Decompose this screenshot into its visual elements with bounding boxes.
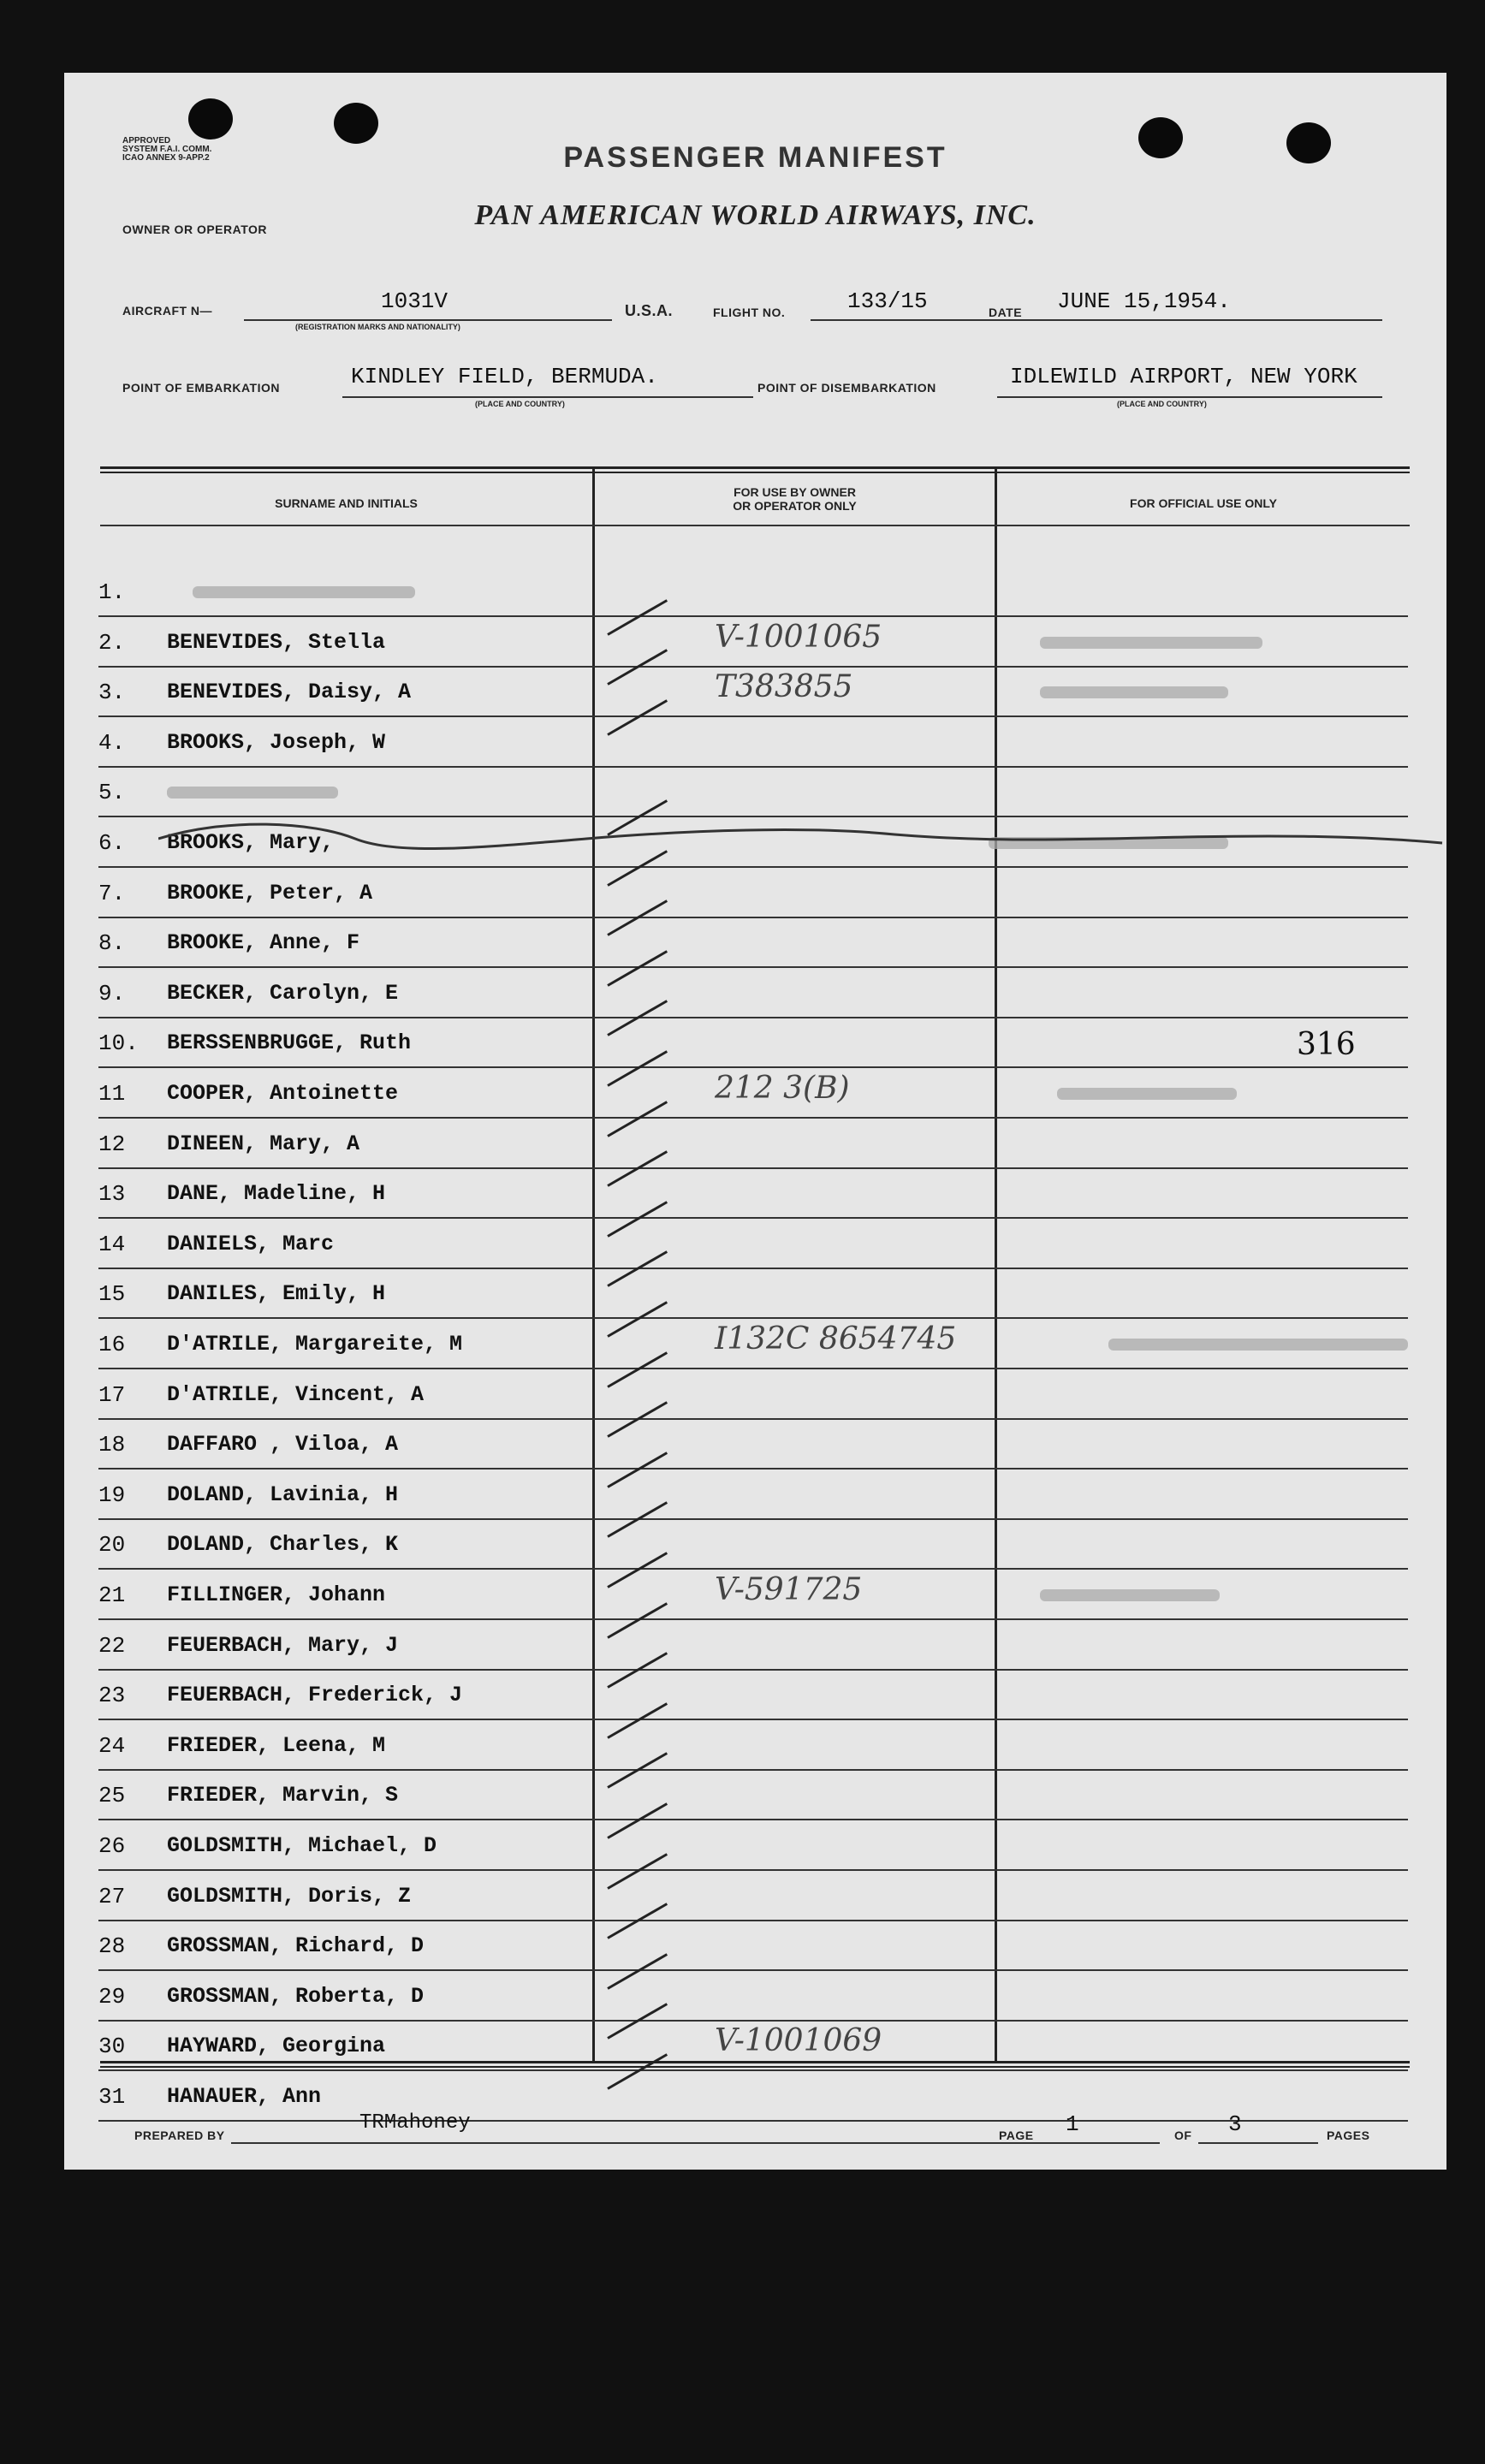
strike-scribble	[158, 813, 1485, 864]
table-row	[98, 1671, 1408, 1720]
table-row	[98, 668, 1408, 717]
table-row	[98, 1872, 1408, 1921]
disembark-underline	[997, 396, 1382, 398]
passenger-name: BENEVIDES, Daisy, A	[167, 680, 412, 705]
disembark-sublabel: (PLACE AND COUNTRY)	[1117, 400, 1207, 408]
table-row	[98, 918, 1408, 968]
column-header-official: FOR OFFICIAL USE ONLY	[1130, 496, 1277, 510]
passenger-name: DANE, Madeline, H	[167, 1181, 386, 1207]
passenger-name: FILLINGER, Johann	[167, 1582, 386, 1607]
flight-value: 133/15	[847, 288, 928, 314]
row-number: 16	[98, 1332, 126, 1357]
column-header-surname: SURNAME AND INITIALS	[275, 496, 418, 510]
redaction-smudge	[1040, 1589, 1220, 1601]
row-number: 20	[98, 1532, 126, 1559]
row-number: 8.	[98, 930, 126, 957]
aircraft-value: 1031V	[381, 288, 448, 314]
row-number: 18	[98, 1432, 126, 1458]
row-number: 30	[98, 2034, 126, 2060]
passenger-name: BROOKS, Mary,	[167, 830, 335, 855]
table-row	[98, 1821, 1408, 1871]
row-number: 2.	[98, 629, 126, 656]
row-number: 17	[98, 1381, 126, 1408]
owner-notation: 212 3(B)	[715, 1071, 850, 1106]
table-row	[98, 1370, 1408, 1420]
passenger-name: D'ATRILE, Vincent, A	[167, 1381, 425, 1407]
row-number: 3.	[98, 680, 126, 706]
table-row	[98, 1320, 1408, 1369]
passenger-name: COOPER, Antoinette	[167, 1081, 399, 1106]
date-label: DATE	[989, 306, 1023, 319]
page-title: PASSENGER MANIFEST	[563, 141, 947, 174]
date-value: JUNE 15,1954.	[1057, 288, 1231, 314]
passenger-name: GROSSMAN, Richard, D	[167, 1933, 425, 1959]
row-number: 15	[98, 1281, 126, 1308]
punch-hole	[188, 98, 233, 140]
table-bottom-rule	[100, 2061, 1410, 2063]
redaction-smudge	[1040, 637, 1262, 649]
embark-value: KINDLEY FIELD, BERMUDA.	[351, 364, 658, 389]
page-value: 1	[1066, 2111, 1079, 2137]
company-name: PAN AMERICAN WORLD AIRWAYS, INC.	[474, 199, 1037, 231]
owner-notation: V-1001069	[715, 2023, 882, 2059]
passenger-name: DINEEN, Mary, A	[167, 1131, 360, 1156]
passenger-name: FEUERBACH, Mary, J	[167, 1632, 399, 1658]
passenger-name: HAYWARD, Georgina	[167, 2034, 386, 2059]
owner-notation: V-591725	[715, 1572, 863, 1607]
row-number: 28	[98, 1933, 126, 1960]
row-number: 12	[98, 1131, 126, 1157]
passenger-name: FRIEDER, Leena, M	[167, 1732, 386, 1758]
table-row	[98, 1570, 1408, 1620]
table-row	[98, 2022, 1408, 2071]
passenger-name: FEUERBACH, Frederick, J	[167, 1683, 463, 1708]
usa-label: U.S.A.	[625, 302, 674, 319]
owner-notation: I132C 8654745	[715, 1321, 957, 1357]
header-rule	[100, 525, 1410, 526]
passenger-name: GOLDSMITH, Doris, Z	[167, 1883, 412, 1909]
row-number: 19	[98, 1481, 126, 1508]
redaction-smudge	[1057, 1088, 1237, 1100]
row-number: 4.	[98, 729, 126, 756]
table-row	[98, 1018, 1408, 1068]
embark-underline	[342, 396, 753, 398]
row-number: 31	[98, 2084, 126, 2110]
table-row	[98, 1972, 1408, 2022]
prepared-label: PREPARED BY	[134, 2129, 225, 2142]
table-row	[98, 869, 1408, 918]
table-row	[98, 969, 1408, 1018]
table-row	[98, 1169, 1408, 1219]
row-number: 6.	[98, 830, 126, 856]
table-row	[98, 1520, 1408, 1570]
row-number: 10.	[98, 1030, 139, 1057]
passenger-name: BROOKE, Anne, F	[167, 930, 360, 956]
table-bottom-rule-2	[100, 2066, 1410, 2068]
owner-label: OWNER OR OPERATOR	[122, 223, 267, 236]
row-number: 26	[98, 1833, 126, 1859]
disembark-value: IDLEWILD AIRPORT, NEW YORK	[1010, 364, 1357, 389]
row-number: 25	[98, 1783, 126, 1809]
row-number: 27	[98, 1883, 126, 1909]
passenger-name: BROOKS, Joseph, W	[167, 729, 386, 755]
of-underline	[1198, 2142, 1318, 2144]
table-row	[98, 1771, 1408, 1820]
punch-hole	[334, 103, 378, 144]
prepared-value: TRMahoney	[359, 2111, 471, 2134]
of-label: OF	[1174, 2129, 1192, 2142]
passenger-name: BENEVIDES, Stella	[167, 629, 386, 655]
aircraft-underline	[244, 319, 612, 321]
of-value: 3	[1228, 2111, 1242, 2137]
passenger-name: GOLDSMITH, Michael, D	[167, 1833, 437, 1858]
redaction-smudge	[193, 586, 415, 598]
official-notation: 316	[1297, 1027, 1356, 1063]
page-label: PAGE	[999, 2129, 1034, 2142]
row-number: 1.	[98, 579, 126, 605]
row-number: 22	[98, 1632, 126, 1659]
row-number: 7.	[98, 880, 126, 906]
passenger-name: BROOKE, Peter, A	[167, 880, 373, 905]
passenger-name: BECKER, Carolyn, E	[167, 980, 399, 1006]
redaction-smudge	[1108, 1339, 1408, 1351]
aircraft-sublabel: (REGISTRATION MARKS AND NATIONALITY)	[295, 323, 460, 331]
passenger-name: DANILES, Emily, H	[167, 1281, 386, 1307]
table-row	[98, 618, 1408, 668]
row-number: 23	[98, 1683, 126, 1709]
passenger-name: GROSSMAN, Roberta, D	[167, 1983, 425, 2009]
table-row	[98, 2072, 1408, 2122]
row-number: 5.	[98, 780, 126, 806]
disembark-label: POINT OF DISEMBARKATION	[757, 381, 936, 395]
row-number: 14	[98, 1231, 126, 1257]
table-row	[98, 1921, 1408, 1971]
page-underline	[1040, 2142, 1160, 2144]
owner-notation: T383855	[715, 669, 853, 705]
table-row	[98, 1470, 1408, 1520]
owner-notation: V-1001065	[715, 619, 882, 655]
passenger-name: FRIEDER, Marvin, S	[167, 1783, 399, 1808]
pages-label: PAGES	[1327, 2129, 1370, 2142]
flight-label: FLIGHT NO.	[713, 306, 786, 319]
table-row	[98, 1721, 1408, 1771]
row-rule	[98, 2120, 1408, 2122]
column-header-owner: FOR USE BY OWNER OR OPERATOR ONLY	[733, 485, 857, 513]
redaction-smudge	[167, 787, 338, 799]
flight-underline	[811, 319, 1046, 321]
row-number: 21	[98, 1582, 126, 1608]
date-underline	[1031, 319, 1382, 321]
row-number: 24	[98, 1732, 126, 1759]
redaction-smudge	[1040, 686, 1228, 698]
embark-sublabel: (PLACE AND COUNTRY)	[475, 400, 565, 408]
table-row	[98, 567, 1408, 617]
table-row	[98, 1621, 1408, 1671]
table-row	[98, 768, 1408, 817]
approval-text: APPROVED SYSTEM F.A.I. COMM. ICAO ANNEX 9-APP.2	[122, 136, 212, 163]
table-row	[98, 1119, 1408, 1169]
passenger-name: DAFFARO , Viloa, A	[167, 1432, 399, 1458]
manifest-sheet	[64, 73, 1446, 2170]
aircraft-label: AIRCRAFT N—	[122, 304, 213, 318]
table-row	[98, 718, 1408, 768]
row-number: 11	[98, 1081, 126, 1107]
passenger-name: DOLAND, Lavinia, H	[167, 1481, 399, 1507]
table-row	[98, 1269, 1408, 1319]
table-top-rule	[100, 466, 1410, 469]
row-number: 29	[98, 1983, 126, 2010]
passenger-name: HANAUER, Ann	[167, 2084, 322, 2109]
embark-label: POINT OF EMBARKATION	[122, 381, 280, 395]
passenger-name: BERSSENBRUGGE, Ruth	[167, 1030, 412, 1056]
row-number: 9.	[98, 980, 126, 1006]
passenger-name: DANIELS, Marc	[167, 1231, 335, 1256]
table-top-rule-2	[100, 472, 1410, 473]
prepared-underline	[231, 2142, 1053, 2144]
passenger-name: DOLAND, Charles, K	[167, 1532, 399, 1558]
table-row	[98, 1420, 1408, 1469]
row-number: 13	[98, 1181, 126, 1208]
passenger-name: D'ATRILE, Margareite, M	[167, 1332, 463, 1357]
table-row	[98, 1220, 1408, 1269]
table-row	[98, 1069, 1408, 1119]
